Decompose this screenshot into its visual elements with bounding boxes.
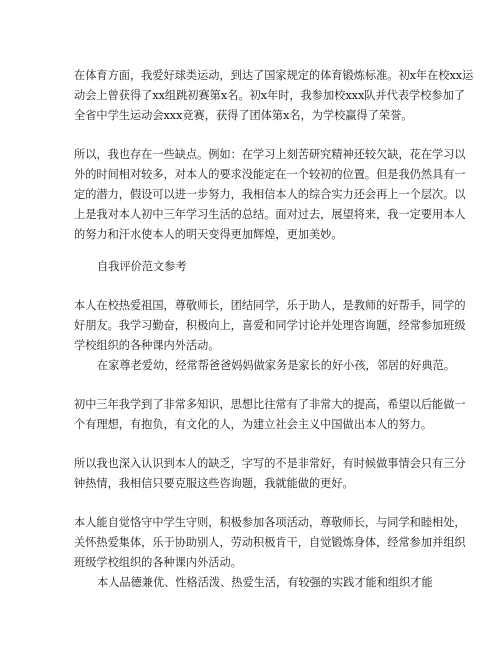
- text-line: 学校组织的各种课内外活动。: [74, 339, 220, 352]
- text-line: 所以我也深入认识到本人的缺乏，字写的不是非常好，有时候做事情会只有三分: [74, 457, 466, 470]
- paragraph-gap: [74, 435, 500, 454]
- text-line: 上是我对本人初中三年学习生活的总结。面对过去，展望将来，我一定要用本人: [74, 208, 466, 221]
- paragraph-gap: [74, 126, 500, 145]
- text-line: 关怀热爱集体，乐于协助别人，劳动积极肯干，自觉锻炼身体，经常参加并组织: [74, 536, 466, 549]
- text-line: 的努力和汗水使本人的明天变得更加辉煌，更加美妙。: [74, 228, 343, 241]
- text-line: 在家尊老爱幼，经常帮爸爸妈妈做家务是家长的好小孩，邻居的好典范。: [97, 359, 456, 372]
- text-line: 班级学校组织的各种课内外活动。: [74, 556, 242, 569]
- text-line: 本人在校热爱祖国，尊敬师长，团结同学，乐于助人，是教师的好帮手，同学的: [74, 299, 466, 312]
- paragraph-conduct: [74, 513, 466, 573]
- paragraph-gap: [74, 494, 500, 513]
- paragraph-flaws: [74, 454, 466, 494]
- paragraph-gap: [74, 376, 500, 395]
- text-line: 本人品德兼优、性格活泼、热爱生活，有较强的实践才能和组织才能: [97, 576, 433, 589]
- text-line: 初中三年我学到了非常多知识，思想比往常有了非常大的提高，希望以后能做一: [74, 398, 466, 411]
- text-line: 定的潜力，假设可以进一步努力，我相信本人的综合实力还会再上一个层次。以: [74, 188, 466, 201]
- text-line: 全省中学生运动会xxx竞赛，获得了团体第x名，为学校赢得了荣誉。: [74, 109, 413, 122]
- text-line: 所以，我也存在一些缺点。例如：在学习上刻苦研究精神还较欠缺，花在学习以: [74, 148, 466, 161]
- paragraph-home: [74, 356, 456, 376]
- paragraph-shortcomings: [74, 145, 466, 245]
- paragraph-sports: [74, 66, 474, 126]
- heading-text: 自我评价范文参考: [97, 260, 187, 273]
- text-line: 本人能自觉恪守中学生守则，积极参加各项活动，尊敬师长，与同学和睦相处，: [74, 516, 466, 529]
- paragraph-knowledge: [74, 395, 466, 435]
- text-line: 动会上曾获得了xx组跳初赛第x名。初x年时，我参加校xxx队并代表学校参加了: [74, 89, 465, 102]
- text-line: 钟热情，我相信只要克服这些咨询题，我就能做的更好。: [74, 477, 354, 490]
- text-line: 外的时间相对较多，对本人的要求没能定在一个较初的位置。但是我仍然具有一: [74, 168, 466, 181]
- section-heading: [74, 257, 430, 277]
- text-line: 在体育方面，我爱好球类运动，到达了国家规定的体育锻炼标准。初x年在校xx运: [74, 69, 474, 82]
- text-line: 好朋友。我学习勤奋，积极向上，喜爱和同学讨论并处理咨询题，经常参加班级: [74, 319, 466, 332]
- paragraph-gap: [74, 277, 500, 296]
- paragraph-patriot: [74, 296, 466, 356]
- paragraph-gap: [74, 245, 500, 257]
- text-line: 个有理想，有抱负，有文化的人，为建立社会主义中国做出本人的努力。: [74, 418, 433, 431]
- paragraph-character: [74, 573, 433, 593]
